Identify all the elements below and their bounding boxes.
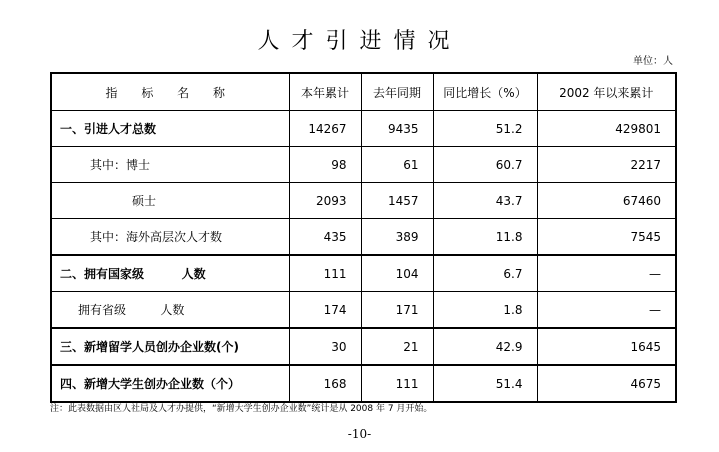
cell-this-year: 98 (289, 147, 361, 183)
cell-growth: 51.2 (433, 111, 537, 147)
cell-last-year: 9435 (361, 111, 433, 147)
table-row (51, 111, 676, 147)
row-label: 硕士 (51, 183, 289, 219)
page-number: -10- (347, 427, 372, 441)
cell-growth: 11.8 (433, 219, 537, 256)
cell-cumulative: 1645 (537, 328, 676, 365)
cell-last-year: 21 (361, 328, 433, 365)
table-row (51, 365, 676, 402)
header-last-year: 去年同期 (361, 73, 433, 111)
cell-this-year: 30 (289, 328, 361, 365)
header-growth: 同比增长（%） (433, 73, 537, 111)
table-row (51, 255, 676, 292)
cell-cumulative: 4675 (537, 365, 676, 402)
cell-this-year: 168 (289, 365, 361, 402)
cell-last-year: 104 (361, 255, 433, 292)
table-row (51, 219, 676, 256)
table-row (51, 292, 676, 329)
cell-this-year: 111 (289, 255, 361, 292)
cell-cumulative: 2217 (537, 147, 676, 183)
header-cumulative: 2002 年以来累计 (537, 73, 676, 111)
unit-label: 单位：人 (633, 56, 673, 67)
row-label: 三、新增留学人员创办企业数(个) (51, 328, 289, 365)
cell-last-year: 111 (361, 365, 433, 402)
cell-growth: 6.7 (433, 255, 537, 292)
talent-table (50, 72, 677, 403)
row-label: 拥有省级 人数 (51, 292, 289, 329)
row-label: 二、拥有国家级 人数 (51, 255, 289, 292)
footnote: 注：此表数据由区人社局及人才办提供，“新增大学生创办企业数”统计是从 2008 年 7 月开始。 (50, 404, 433, 414)
table-row (51, 183, 676, 219)
row-label: 一、引进人才总数 (51, 111, 289, 147)
cell-cumulative: 7545 (537, 219, 676, 256)
cell-this-year: 14267 (289, 111, 361, 147)
cell-growth: 43.7 (433, 183, 537, 219)
table-row (51, 328, 676, 365)
row-label: 其中：海外高层次人才数 (51, 219, 289, 256)
cell-this-year: 174 (289, 292, 361, 329)
cell-last-year: 389 (361, 219, 433, 256)
cell-last-year: 1457 (361, 183, 433, 219)
cell-last-year: 171 (361, 292, 433, 329)
cell-growth: 1.8 (433, 292, 537, 329)
cell-growth: 42.9 (433, 328, 537, 365)
cell-cumulative: 429801 (537, 111, 676, 147)
table-row (51, 147, 676, 183)
cell-cumulative: 67460 (537, 183, 676, 219)
cell-cumulative: — (537, 292, 676, 329)
cell-this-year: 2093 (289, 183, 361, 219)
header-indicator: 指 标 名 称 (51, 73, 289, 111)
header-row (51, 73, 676, 111)
header-this-year: 本年累计 (289, 73, 361, 111)
cell-growth: 60.7 (433, 147, 537, 183)
page-title: 人才引进情况 (257, 29, 462, 54)
cell-last-year: 61 (361, 147, 433, 183)
cell-cumulative: — (537, 255, 676, 292)
row-label: 其中：博士 (51, 147, 289, 183)
row-label: 四、新增大学生创办企业数（个） (51, 365, 289, 402)
cell-this-year: 435 (289, 219, 361, 256)
cell-growth: 51.4 (433, 365, 537, 402)
